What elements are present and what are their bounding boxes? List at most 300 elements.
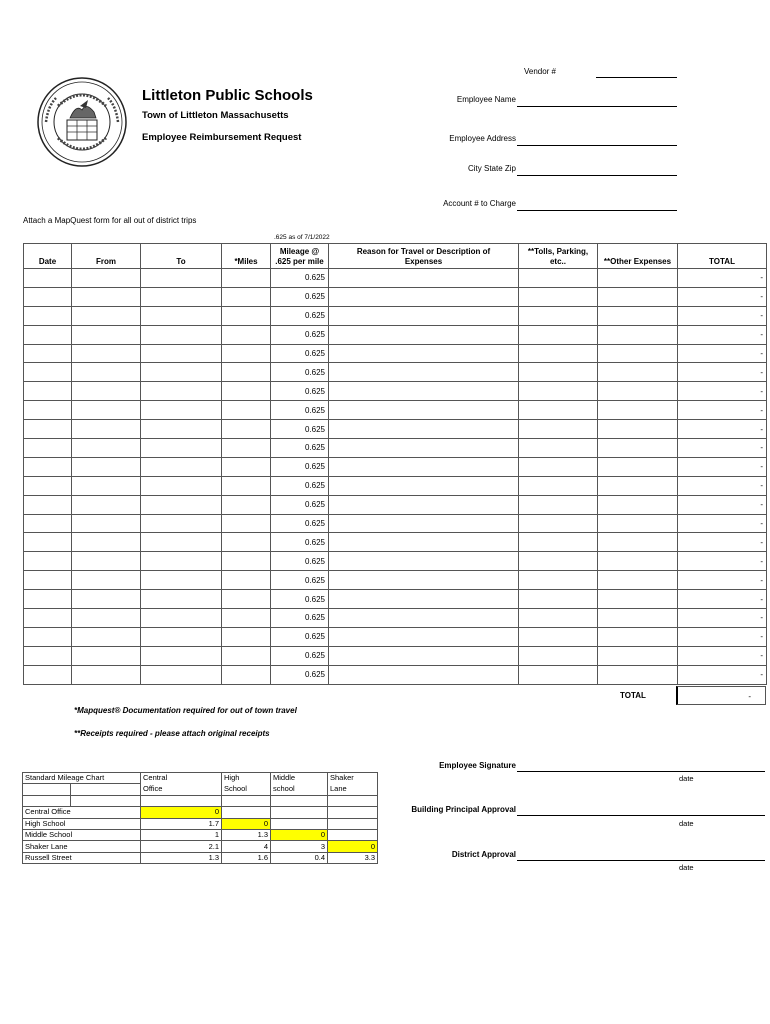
chart-blank — [328, 795, 378, 806]
cell-from[interactable] — [72, 457, 141, 476]
cell-from[interactable] — [72, 306, 141, 325]
cell-from[interactable] — [72, 533, 141, 552]
cell-from[interactable] — [72, 495, 141, 514]
table-row — [24, 552, 767, 571]
cell-other[interactable] — [598, 306, 678, 325]
chart-value: 1.3 — [141, 852, 222, 863]
cell-total: - — [678, 514, 767, 533]
cell-from[interactable] — [72, 665, 141, 684]
cell-reason[interactable] — [329, 363, 519, 382]
cell-mileage: 0.625 — [271, 344, 329, 363]
cell-mileage: 0.625 — [271, 382, 329, 401]
district-date-label: date — [679, 863, 694, 872]
cell-tolls[interactable] — [519, 514, 598, 533]
cell-miles[interactable] — [222, 269, 271, 288]
table-row — [24, 476, 767, 495]
cell-tolls[interactable] — [519, 287, 598, 306]
cell-tolls[interactable] — [519, 571, 598, 590]
cell-other[interactable] — [598, 627, 678, 646]
cell-total: - — [678, 439, 767, 458]
cell-total: - — [678, 590, 767, 609]
cell-date[interactable] — [24, 439, 72, 458]
chart-blank — [71, 795, 141, 806]
district-approval-label: District Approval — [451, 850, 516, 859]
school-name: Littleton Public Schools — [142, 87, 313, 104]
cell-miles[interactable] — [222, 514, 271, 533]
cell-miles[interactable] — [222, 665, 271, 684]
cell-to[interactable] — [141, 325, 222, 344]
cell-total: - — [678, 609, 767, 628]
cell-reason[interactable] — [329, 382, 519, 401]
cell-other[interactable] — [598, 495, 678, 514]
cell-date[interactable] — [24, 363, 72, 382]
cell-date[interactable] — [24, 476, 72, 495]
cell-mileage: 0.625 — [271, 571, 329, 590]
col-date: Date — [24, 244, 72, 269]
cell-reason[interactable] — [329, 420, 519, 439]
cell-reason[interactable] — [329, 457, 519, 476]
cell-reason[interactable] — [329, 571, 519, 590]
reimbursement-table — [23, 243, 767, 685]
cell-reason[interactable] — [329, 287, 519, 306]
cell-to[interactable] — [141, 646, 222, 665]
cell-from[interactable] — [72, 627, 141, 646]
cell-date[interactable] — [24, 552, 72, 571]
cell-reason[interactable] — [329, 325, 519, 344]
chart-header-row — [23, 784, 378, 795]
cell-reason[interactable] — [329, 401, 519, 420]
account-label: Account # to Charge — [443, 199, 516, 208]
chart-row-label: High School — [23, 818, 141, 829]
cell-from[interactable] — [72, 552, 141, 571]
employee-name-field[interactable] — [517, 106, 677, 107]
chart-value: 0 — [141, 807, 222, 818]
cell-to[interactable] — [141, 533, 222, 552]
table-row — [24, 571, 767, 590]
cell-date[interactable] — [24, 457, 72, 476]
cell-mileage: 0.625 — [271, 287, 329, 306]
col-other: **Other Expenses — [598, 244, 678, 269]
table-row — [24, 514, 767, 533]
cell-mileage: 0.625 — [271, 627, 329, 646]
col-tolls: **Tolls, Parking, etc.. — [519, 244, 598, 269]
cell-tolls[interactable] — [519, 590, 598, 609]
chart-value — [328, 807, 378, 818]
cell-to[interactable] — [141, 382, 222, 401]
cell-other[interactable] — [598, 269, 678, 288]
cell-total: - — [678, 627, 767, 646]
chart-row — [23, 807, 378, 818]
principal-approval-field[interactable] — [517, 815, 765, 816]
cell-miles[interactable] — [222, 533, 271, 552]
cell-to[interactable] — [141, 476, 222, 495]
cell-to[interactable] — [141, 609, 222, 628]
cell-tolls[interactable] — [519, 609, 598, 628]
cell-miles[interactable] — [222, 627, 271, 646]
cell-mileage: 0.625 — [271, 269, 329, 288]
chart-value: 1 — [141, 829, 222, 840]
cell-tolls[interactable] — [519, 533, 598, 552]
cell-other[interactable] — [598, 344, 678, 363]
cell-to[interactable] — [141, 495, 222, 514]
chart-blank — [23, 795, 71, 806]
cell-reason[interactable] — [329, 665, 519, 684]
col-miles: *Miles — [222, 244, 271, 269]
table-row — [24, 401, 767, 420]
cell-mileage: 0.625 — [271, 552, 329, 571]
table-row — [24, 590, 767, 609]
cell-tolls[interactable] — [519, 382, 598, 401]
table-row — [24, 363, 767, 382]
cell-from[interactable] — [72, 344, 141, 363]
table-row — [24, 665, 767, 684]
cell-other[interactable] — [598, 325, 678, 344]
table-row — [24, 325, 767, 344]
cell-reason[interactable] — [329, 439, 519, 458]
col-from: From — [72, 244, 141, 269]
cell-total: - — [678, 287, 767, 306]
chart-blank — [141, 795, 222, 806]
cell-reason[interactable] — [329, 552, 519, 571]
col-reason: Reason for Travel or Description of Expenses — [329, 244, 519, 269]
cell-tolls[interactable] — [519, 476, 598, 495]
table-row — [24, 287, 767, 306]
cell-to[interactable] — [141, 590, 222, 609]
cell-total: - — [678, 344, 767, 363]
cell-from[interactable] — [72, 382, 141, 401]
cell-tolls[interactable] — [519, 401, 598, 420]
cell-date[interactable] — [24, 306, 72, 325]
cell-miles[interactable] — [222, 306, 271, 325]
chart-value: 1.3 — [222, 829, 271, 840]
table-row — [24, 457, 767, 476]
cell-mileage: 0.625 — [271, 495, 329, 514]
cell-date[interactable] — [24, 269, 72, 288]
city-state-zip-field[interactable] — [517, 175, 677, 176]
cell-to[interactable] — [141, 287, 222, 306]
chart-row-label: Middle School — [23, 829, 141, 840]
cell-reason[interactable] — [329, 514, 519, 533]
cell-from[interactable] — [72, 269, 141, 288]
chart-col-header: school — [271, 784, 328, 795]
table-row — [24, 344, 767, 363]
cell-tolls[interactable] — [519, 457, 598, 476]
cell-to[interactable] — [141, 420, 222, 439]
cell-total: - — [678, 533, 767, 552]
cell-reason[interactable] — [329, 609, 519, 628]
principal-approval-label: Building Principal Approval — [411, 805, 516, 814]
cell-tolls[interactable] — [519, 552, 598, 571]
employee-address-label: Employee Address — [449, 134, 516, 143]
principal-date-label: date — [679, 819, 694, 828]
cell-from[interactable] — [72, 609, 141, 628]
chart-row-label: Russell Street — [23, 852, 141, 863]
cell-other[interactable] — [598, 363, 678, 382]
cell-mileage: 0.625 — [271, 439, 329, 458]
employee-date-label: date — [679, 774, 694, 783]
cell-miles[interactable] — [222, 646, 271, 665]
cell-miles[interactable] — [222, 382, 271, 401]
chart-value: 0 — [222, 818, 271, 829]
table-row — [24, 627, 767, 646]
account-field[interactable] — [517, 210, 677, 211]
cell-from[interactable] — [72, 363, 141, 382]
cell-other[interactable] — [598, 439, 678, 458]
chart-col-header: Lane — [328, 784, 378, 795]
chart-value: 3 — [271, 841, 328, 852]
cell-tolls[interactable] — [519, 325, 598, 344]
cell-total: - — [678, 457, 767, 476]
cell-other[interactable] — [598, 533, 678, 552]
chart-blank — [222, 795, 271, 806]
cell-to[interactable] — [141, 306, 222, 325]
cell-date[interactable] — [24, 495, 72, 514]
cell-tolls[interactable] — [519, 627, 598, 646]
cell-date[interactable] — [24, 325, 72, 344]
cell-total: - — [678, 665, 767, 684]
cell-other[interactable] — [598, 401, 678, 420]
cell-reason[interactable] — [329, 627, 519, 646]
cell-total: - — [678, 420, 767, 439]
cell-miles[interactable] — [222, 609, 271, 628]
cell-date[interactable] — [24, 401, 72, 420]
cell-mileage: 0.625 — [271, 514, 329, 533]
vendor-field[interactable] — [596, 77, 677, 78]
district-approval-field[interactable] — [517, 860, 765, 861]
cell-total: - — [678, 363, 767, 382]
chart-col-header: Middle — [271, 773, 328, 784]
cell-miles[interactable] — [222, 495, 271, 514]
grand-total-value: - — [676, 686, 766, 705]
cell-date[interactable] — [24, 382, 72, 401]
cell-date[interactable] — [24, 609, 72, 628]
cell-other[interactable] — [598, 287, 678, 306]
cell-miles[interactable] — [222, 457, 271, 476]
chart-value — [328, 829, 378, 840]
cell-mileage: 0.625 — [271, 306, 329, 325]
cell-total: - — [678, 552, 767, 571]
cell-date[interactable] — [24, 287, 72, 306]
cell-from[interactable] — [72, 571, 141, 590]
mapquest-note: *Mapquest® Documentation required for out of town travel — [74, 706, 297, 715]
town-name: Town of Littleton Massachusetts — [142, 110, 289, 121]
cell-to[interactable] — [141, 401, 222, 420]
form-title: Employee Reimbursement Request — [142, 132, 302, 143]
cell-miles[interactable] — [222, 401, 271, 420]
chart-value: 4 — [222, 841, 271, 852]
chart-col-header: School — [222, 784, 271, 795]
table-row — [24, 495, 767, 514]
table-row — [24, 382, 767, 401]
cell-reason[interactable] — [329, 533, 519, 552]
cell-other[interactable] — [598, 382, 678, 401]
cell-to[interactable] — [141, 439, 222, 458]
cell-miles[interactable] — [222, 325, 271, 344]
chart-col-header: High — [222, 773, 271, 784]
chart-row — [23, 852, 378, 863]
chart-value — [271, 807, 328, 818]
cell-date[interactable] — [24, 646, 72, 665]
cell-total: - — [678, 495, 767, 514]
cell-from[interactable] — [72, 401, 141, 420]
cell-other[interactable] — [598, 457, 678, 476]
cell-tolls[interactable] — [519, 439, 598, 458]
cell-mileage: 0.625 — [271, 646, 329, 665]
cell-total: - — [678, 476, 767, 495]
cell-from[interactable] — [72, 420, 141, 439]
cell-other[interactable] — [598, 609, 678, 628]
cell-total: - — [678, 306, 767, 325]
cell-miles[interactable] — [222, 590, 271, 609]
chart-value — [328, 818, 378, 829]
city-state-zip-label: City State Zip — [467, 164, 516, 173]
cell-to[interactable] — [141, 665, 222, 684]
cell-total: - — [678, 401, 767, 420]
cell-reason[interactable] — [329, 590, 519, 609]
cell-tolls[interactable] — [519, 269, 598, 288]
cell-reason[interactable] — [329, 476, 519, 495]
table-row — [24, 420, 767, 439]
table-row — [24, 609, 767, 628]
cell-to[interactable] — [141, 269, 222, 288]
grand-total-label: TOTAL — [620, 691, 646, 700]
col-total: TOTAL — [678, 244, 767, 269]
cell-to[interactable] — [141, 457, 222, 476]
cell-date[interactable] — [24, 665, 72, 684]
cell-from[interactable] — [72, 325, 141, 344]
chart-row — [23, 829, 378, 840]
cell-date[interactable] — [24, 590, 72, 609]
cell-from[interactable] — [72, 476, 141, 495]
chart-value: 0.4 — [271, 852, 328, 863]
employee-address-field[interactable] — [517, 145, 677, 146]
cell-other[interactable] — [598, 514, 678, 533]
chart-col-header: Central — [141, 773, 222, 784]
chart-row — [23, 841, 378, 852]
chart-col-header: Office — [141, 784, 222, 795]
chart-blank — [23, 784, 71, 795]
chart-blank — [271, 795, 328, 806]
employee-signature-field[interactable] — [517, 771, 765, 772]
cell-mileage: 0.625 — [271, 420, 329, 439]
cell-tolls[interactable] — [519, 306, 598, 325]
cell-reason[interactable] — [329, 495, 519, 514]
cell-date[interactable] — [24, 627, 72, 646]
table-row — [24, 306, 767, 325]
cell-miles[interactable] — [222, 344, 271, 363]
cell-to[interactable] — [141, 627, 222, 646]
table-row — [24, 269, 767, 288]
rate-note: .625 as of 7/1/2022 — [274, 234, 330, 241]
chart-title-row — [23, 773, 378, 784]
chart-col-header: Shaker — [328, 773, 378, 784]
table-row — [24, 439, 767, 458]
cell-date[interactable] — [24, 533, 72, 552]
cell-other[interactable] — [598, 571, 678, 590]
employee-name-label: Employee Name — [456, 95, 516, 104]
cell-mileage: 0.625 — [271, 363, 329, 382]
col-mileage: Mileage @ .625 per mile — [271, 244, 329, 269]
cell-other[interactable] — [598, 552, 678, 571]
cell-other[interactable] — [598, 665, 678, 684]
cell-from[interactable] — [72, 646, 141, 665]
cell-mileage: 0.625 — [271, 533, 329, 552]
cell-tolls[interactable] — [519, 495, 598, 514]
cell-mileage: 0.625 — [271, 457, 329, 476]
table-row — [24, 533, 767, 552]
cell-date[interactable] — [24, 420, 72, 439]
cell-miles[interactable] — [222, 363, 271, 382]
cell-mileage: 0.625 — [271, 609, 329, 628]
cell-date[interactable] — [24, 571, 72, 590]
cell-to[interactable] — [141, 514, 222, 533]
cell-tolls[interactable] — [519, 363, 598, 382]
cell-tolls[interactable] — [519, 420, 598, 439]
chart-row — [23, 818, 378, 829]
cell-date[interactable] — [24, 344, 72, 363]
cell-mileage: 0.625 — [271, 401, 329, 420]
chart-value — [222, 807, 271, 818]
cell-other[interactable] — [598, 476, 678, 495]
cell-from[interactable] — [72, 590, 141, 609]
cell-from[interactable] — [72, 514, 141, 533]
receipts-note: **Receipts required - please attach original receipts — [74, 729, 270, 738]
cell-mileage: 0.625 — [271, 325, 329, 344]
cell-total: - — [678, 571, 767, 590]
cell-miles[interactable] — [222, 476, 271, 495]
cell-miles[interactable] — [222, 420, 271, 439]
table-row — [24, 646, 767, 665]
cell-mileage: 0.625 — [271, 476, 329, 495]
chart-value: 0 — [271, 829, 328, 840]
cell-miles[interactable] — [222, 439, 271, 458]
vendor-label: Vendor # — [523, 67, 556, 76]
cell-tolls[interactable] — [519, 665, 598, 684]
chart-value: 1.7 — [141, 818, 222, 829]
col-to: To — [141, 244, 222, 269]
cell-other[interactable] — [598, 646, 678, 665]
cell-tolls[interactable] — [519, 646, 598, 665]
cell-to[interactable] — [141, 552, 222, 571]
cell-tolls[interactable] — [519, 344, 598, 363]
cell-mileage: 0.625 — [271, 590, 329, 609]
cell-to[interactable] — [141, 571, 222, 590]
chart-value: 1.6 — [222, 852, 271, 863]
chart-title: Standard Mileage Chart — [23, 773, 141, 784]
cell-miles[interactable] — [222, 287, 271, 306]
chart-value — [271, 818, 328, 829]
cell-total: - — [678, 382, 767, 401]
cell-total: - — [678, 325, 767, 344]
cell-date[interactable] — [24, 514, 72, 533]
cell-reason[interactable] — [329, 646, 519, 665]
attach-note: Attach a MapQuest form for all out of district trips — [23, 216, 197, 225]
cell-from[interactable] — [72, 439, 141, 458]
cell-to[interactable] — [141, 363, 222, 382]
cell-other[interactable] — [598, 420, 678, 439]
cell-to[interactable] — [141, 344, 222, 363]
cell-reason[interactable] — [329, 306, 519, 325]
chart-value: 2.1 — [141, 841, 222, 852]
cell-other[interactable] — [598, 590, 678, 609]
cell-miles[interactable] — [222, 571, 271, 590]
cell-from[interactable] — [72, 287, 141, 306]
cell-reason[interactable] — [329, 269, 519, 288]
chart-blank — [71, 784, 141, 795]
cell-miles[interactable] — [222, 552, 271, 571]
cell-reason[interactable] — [329, 344, 519, 363]
cell-mileage: 0.625 — [271, 665, 329, 684]
